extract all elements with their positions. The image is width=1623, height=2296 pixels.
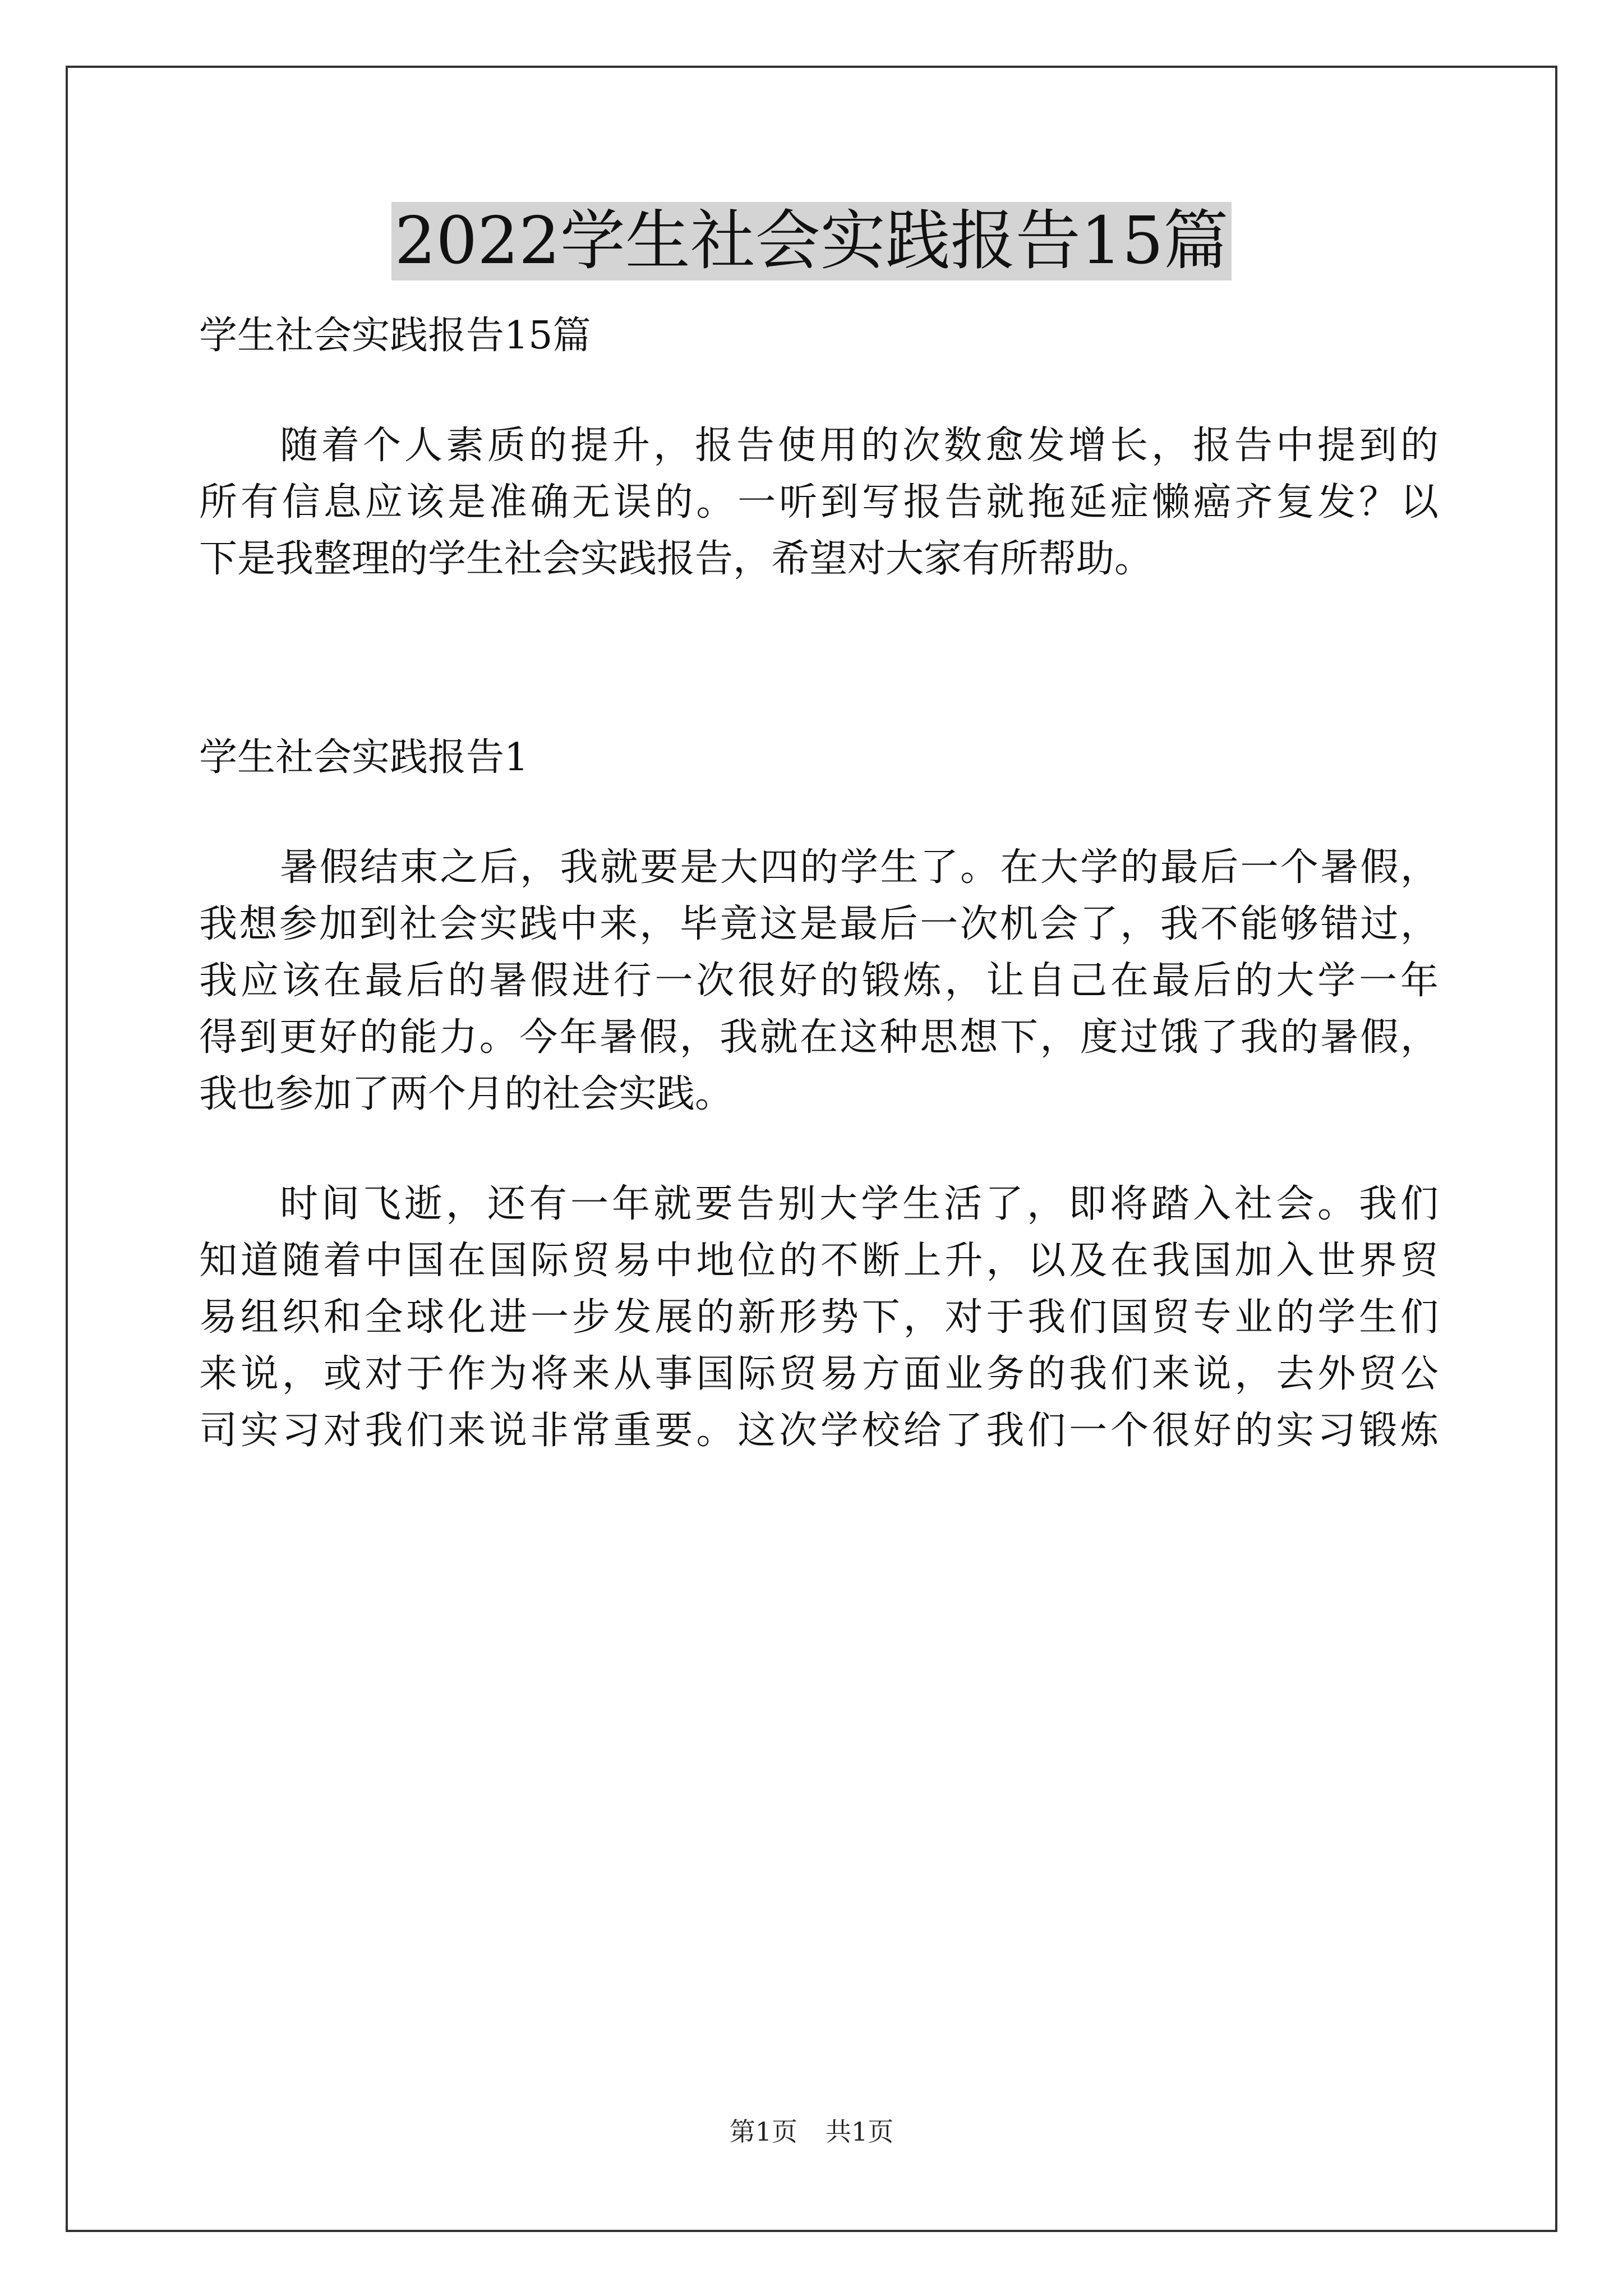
document-subtitle: 学生社会实践报告15篇 — [199, 314, 591, 358]
paragraph-line: 易组织和全球化进一步发展的新形势下，对于我们国贸专业的学生们 — [199, 1295, 1438, 1340]
intro-line: 所有信息应该是准确无误的。一听到写报告就拖延症懒癌齐复发？以 — [199, 480, 1438, 524]
paragraph-line: 来说，或对于作为将来从事国际贸易方面业务的我们来说，去外贸公 — [199, 1352, 1438, 1396]
paragraph-line: 我应该在最后的暑假进行一次很好的锻炼，让自己在最后的大学一年 — [199, 959, 1438, 1003]
page-total: 共1页 — [826, 2116, 894, 2147]
page-number: 第1页 — [729, 2116, 797, 2147]
paragraph-line: 我想参加到社会实践中来，毕竟这是最后一次机会了，我不能够错过， — [199, 902, 1438, 946]
document-title: 2022学生社会实践报告15篇 — [391, 202, 1232, 280]
intro-line: 随着个人素质的提升，报告使用的次数愈发增长，报告中提到的 — [280, 424, 1438, 468]
section-heading: 学生社会实践报告1 — [199, 735, 529, 780]
paragraph-line: 我也参加了两个月的社会实践。 — [199, 1072, 734, 1116]
paragraph-line: 时间飞逝，还有一年就要告别大学生活了，即将踏入社会。我们 — [280, 1182, 1438, 1226]
paragraph-line: 暑假结束之后，我就要是大四的学生了。在大学的最后一个暑假， — [280, 845, 1438, 890]
title-container — [0, 202, 1623, 280]
paragraph-line: 知道随着中国在国际贸易中地位的不断上升，以及在我国加入世界贸 — [199, 1239, 1438, 1283]
paragraph-line: 得到更好的能力。今年暑假，我就在这种思想下，度过饿了我的暑假， — [199, 1015, 1438, 1060]
paragraph-line: 司实习对我们来说非常重要。这次学校给了我们一个很好的实习锻炼 — [199, 1409, 1438, 1453]
page-footer — [0, 2115, 1623, 2148]
intro-line: 下是我整理的学生社会实践报告，希望对大家有所帮助。 — [199, 537, 1153, 581]
document-body — [199, 307, 1438, 1459]
